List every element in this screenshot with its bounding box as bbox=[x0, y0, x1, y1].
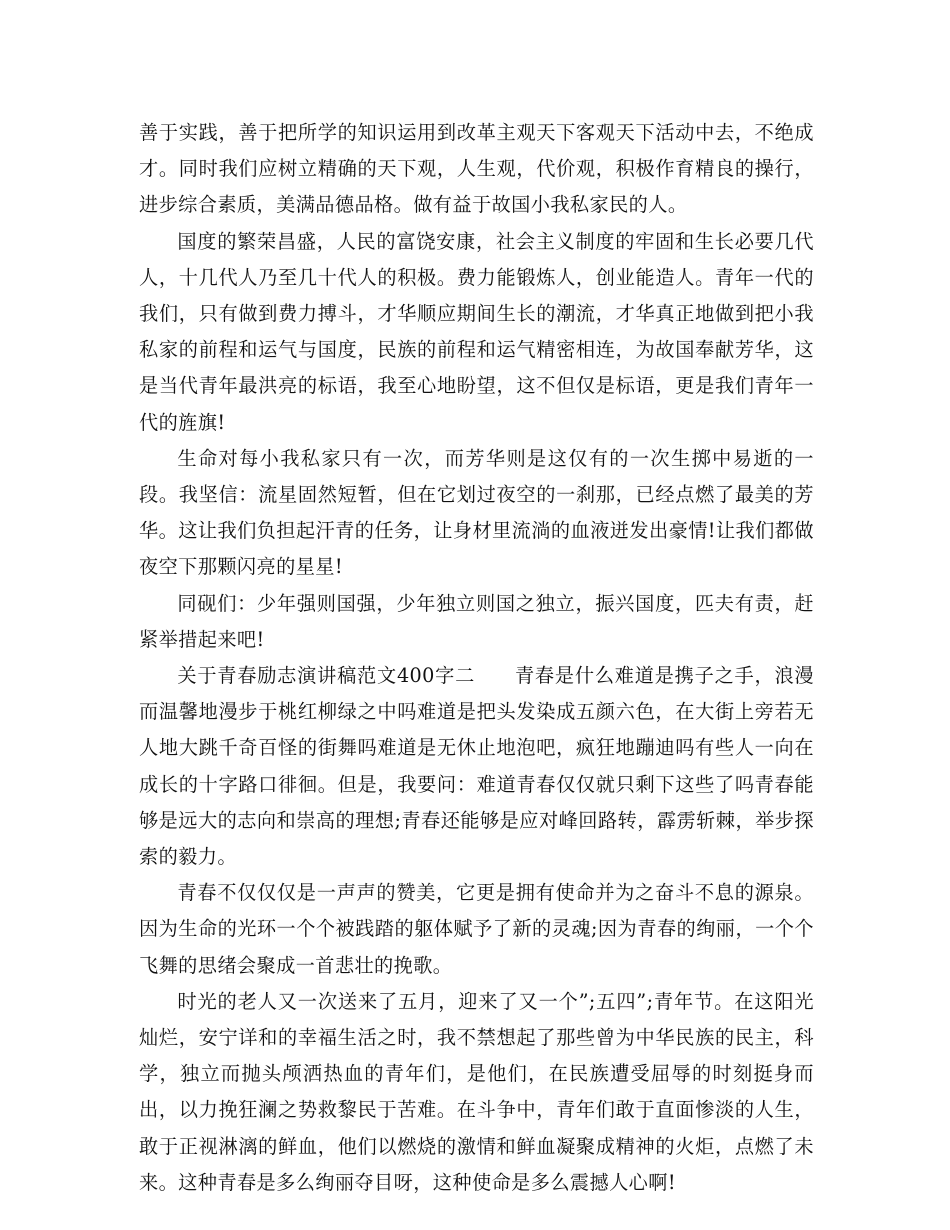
paragraph-2: 国度的繁荣昌盛，人民的富饶安康，社会主义制度的牢固和生长必要几代人，十几代人乃至几十代人的积极。费力能锻炼人，创业能造人。青年一代的我们，只有做到费力搏斗，才华顺应期间生长的潮流，才华真正地做到把小我私家的前程和运气与国度，民族的前程和运气精密相连，为故国奉献芳华，这是当代青年最洪亮的标语，我至心地盼望，这不但仅是标语，更是我们青年一代的旌旗! bbox=[139, 229, 814, 434]
paragraph-1: 善于实践，善于把所学的知识运用到改革主观天下客观天下活动中去，不绝成才。同时我们应树立精确的天下观，人生观，代价观，积极作育精良的操行，进步综合素质，美满品德品格。做有益于故国小我私家民的人。 bbox=[139, 121, 814, 217]
document-body bbox=[139, 115, 814, 1201]
paragraph-6: 青春不仅仅仅是一声声的赞美，它更是拥有使命并为之奋斗不息的源泉。因为生命的光环一个个被践踏的躯体赋予了新的灵魂;因为青春的绚丽，一个个飞舞的思绪会聚成一首悲壮的挽歌。 bbox=[139, 881, 814, 977]
paragraph-4: 同砚们：少年强则国强，少年独立则国之独立，振兴国度，匹夫有责，赶紧举措起来吧! bbox=[139, 591, 814, 651]
paragraph-5: 关于青春励志演讲稿范文400字二 青春是什么难道是携子之手，浪漫而温馨地漫步于桃红柳绿之中吗难道是把头发染成五颜六色，在大街上旁若无人地大跳千奇百怪的街舞吗难道是无休止地泡吧，疯狂地蹦迪吗有些人一向在成长的十字路口徘徊。但是，我要问：难道青春仅仅就只剩下这些了吗青春能够是远大的志向和崇高的理想;青春还能够是应对峰回路转，霹雳斩棘，举步探索的毅力。 bbox=[139, 664, 814, 869]
paragraph-3: 生命对每小我私家只有一次，而芳华则是这仅有的一次生掷中易逝的一段。我坚信：流星固然短暂，但在它划过夜空的一刹那，已经点燃了最美的芳华。这让我们负担起汗青的任务，让身材里流淌的血液迸发出豪情!让我们都做夜空下那颗闪亮的星星! bbox=[139, 446, 814, 579]
paragraph-7: 时光的老人又一次送来了五月，迎来了又一个”;五四”;青年节。在这阳光灿烂，安宁详和的幸福生活之时，我不禁想起了那些曾为中华民族的民主，科学，独立而抛头颅洒热血的青年们，是他们，在民族遭受屈辱的时刻挺身而出，以力挽狂澜之势救黎民于苦难。在斗争中，青年们敢于直面惨淡的人生，敢于正视淋漓的鲜血，他们以燃烧的激情和鲜血凝聚成精神的火炬，点燃了未来。这种青春是多么绚丽夺目呀，这种使命是多么震撼人心啊! bbox=[139, 989, 814, 1194]
